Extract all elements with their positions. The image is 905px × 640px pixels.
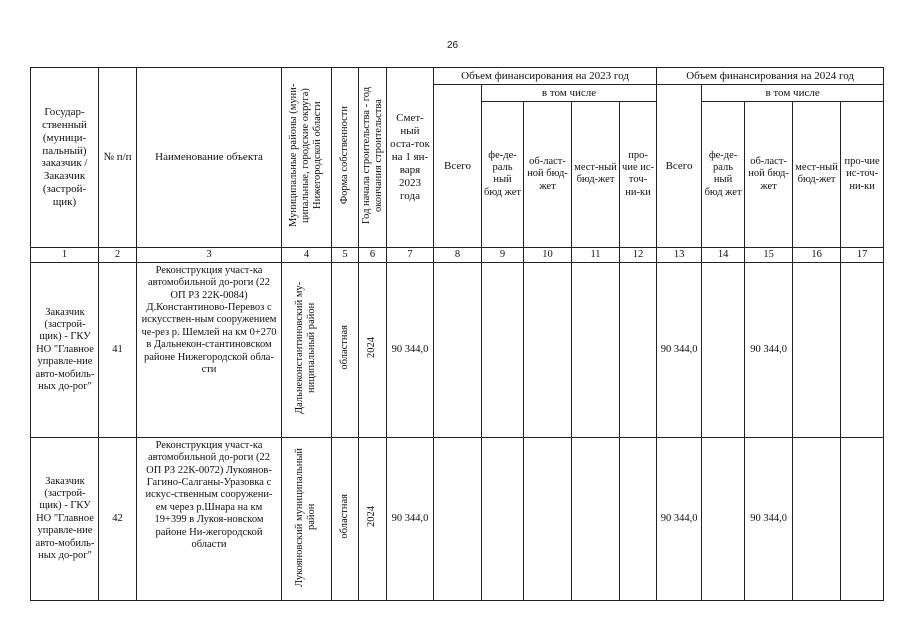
other-2024-cell — [841, 437, 884, 600]
column-number: 15 — [745, 247, 793, 262]
object-name-cell: Реконструкция участ-ка автомобильной до-роги (22 ОП РЗ 22К-0084) Д.Константиново-Перевоз с искусствен-ным сооружением че-рез р. Шемлей на км 0+270 в Дальнекон-стантиновском районе Нижегородской обла-сти — [137, 262, 282, 437]
federal-2024-cell — [702, 437, 745, 600]
local-2024-cell — [793, 262, 841, 437]
column-number-row — [31, 247, 884, 262]
other-2023-cell — [620, 437, 657, 600]
header-regional-2024: об-ласт-ной бюд-жет — [745, 101, 793, 247]
column-number: 4 — [282, 247, 332, 262]
table-row — [31, 262, 884, 437]
header-other-2024: про-чие ис-точ-ни-ки — [841, 101, 884, 247]
header-number: № п/п — [99, 68, 137, 248]
header-other-2023: про-чие ис-точ-ни-ки — [620, 101, 657, 247]
object-name-cell: Реконструкция участ-ка автомобильной до-роги (22 ОП РЗ 22К-0072) Лукоянов-Гагино-Салганы-Уразовка с искус-ственным сооружени-ем через р.Шнара на км 19+399 в Лукоя-новском районе Ни-жегородской области — [137, 437, 282, 600]
regional-2023-cell — [524, 437, 572, 600]
local-2023-cell — [572, 437, 620, 600]
column-number: 7 — [387, 247, 434, 262]
ownership-cell: областная — [332, 262, 359, 437]
customer-cell: Заказчик (застрой-щик) - ГКУ НО "Главное управле-ние авто-мобиль-ных до-рог" — [31, 437, 99, 600]
column-number: 17 — [841, 247, 884, 262]
years-cell: 2024 — [359, 262, 387, 437]
header-total-2023: Всего — [434, 85, 482, 248]
header-including-2024: в том числе — [702, 85, 884, 102]
header-local-2024: мест-ный бюд-жет — [793, 101, 841, 247]
total-2024-cell: 90 344,0 — [657, 437, 702, 600]
table-row — [31, 437, 884, 600]
header-ownership: Форма собственности — [332, 68, 359, 248]
total-2023-cell — [434, 437, 482, 600]
page-number: 26 — [446, 40, 459, 51]
column-number: 2 — [99, 247, 137, 262]
column-number: 6 — [359, 247, 387, 262]
municipality-cell: Лукояновский муниципальный район — [282, 437, 332, 600]
column-number: 8 — [434, 247, 482, 262]
federal-2023-cell — [482, 262, 524, 437]
regional-2024-cell: 90 344,0 — [745, 262, 793, 437]
header-customer: Государ-ственный (муници-пальный) заказчик / Заказчик (застрой-щик) — [31, 68, 99, 248]
column-number: 16 — [793, 247, 841, 262]
row-number-cell: 42 — [99, 437, 137, 600]
header-local-2023: мест-ный бюд-жет — [572, 101, 620, 247]
federal-2023-cell — [482, 437, 524, 600]
column-number: 5 — [332, 247, 359, 262]
regional-2024-cell: 90 344,0 — [745, 437, 793, 600]
header-estimate-balance: Смет-ный оста-ток на 1 ян-варя 2023 года — [387, 68, 434, 248]
header-regional-2023: об-ласт-ной бюд-жет — [524, 101, 572, 247]
header-fin-2024: Объем финансирования на 2024 год — [657, 68, 884, 85]
regional-2023-cell — [524, 262, 572, 437]
other-2024-cell — [841, 262, 884, 437]
header-fin-2023: Объем финансирования на 2023 год — [434, 68, 657, 85]
total-2024-cell: 90 344,0 — [657, 262, 702, 437]
header-total-2024: Всего — [657, 85, 702, 248]
header-years: Год начала строительства - год окончания строительства — [359, 68, 387, 248]
total-2023-cell — [434, 262, 482, 437]
header-federal-2024: фе-де-раль ный бюд жет — [702, 101, 745, 247]
local-2024-cell — [793, 437, 841, 600]
column-number: 14 — [702, 247, 745, 262]
financing-table — [30, 67, 884, 601]
header-municipality: Муниципальные районы (муни-ципальные, городские округа) Нижегородской области — [282, 68, 332, 248]
other-2023-cell — [620, 262, 657, 437]
header-federal-2023: фе-де-раль ный бюд жет — [482, 101, 524, 247]
customer-cell: Заказчик (застрой-щик) - ГКУ НО "Главное управле-ние авто-мобиль-ных до-рог" — [31, 262, 99, 437]
column-number: 12 — [620, 247, 657, 262]
estimate-balance-cell: 90 344,0 — [387, 262, 434, 437]
local-2023-cell — [572, 262, 620, 437]
header-object-name: Наименование объекта — [137, 68, 282, 248]
column-number: 10 — [524, 247, 572, 262]
estimate-balance-cell: 90 344,0 — [387, 437, 434, 600]
header-including-2023: в том числе — [482, 85, 657, 102]
column-number: 9 — [482, 247, 524, 262]
ownership-cell: областная — [332, 437, 359, 600]
column-number: 13 — [657, 247, 702, 262]
municipality-cell: Дальнеконстантиновский му-ниципальный район — [282, 262, 332, 437]
column-number: 1 — [31, 247, 99, 262]
column-number: 3 — [137, 247, 282, 262]
row-number-cell: 41 — [99, 262, 137, 437]
years-cell: 2024 — [359, 437, 387, 600]
federal-2024-cell — [702, 262, 745, 437]
column-number: 11 — [572, 247, 620, 262]
